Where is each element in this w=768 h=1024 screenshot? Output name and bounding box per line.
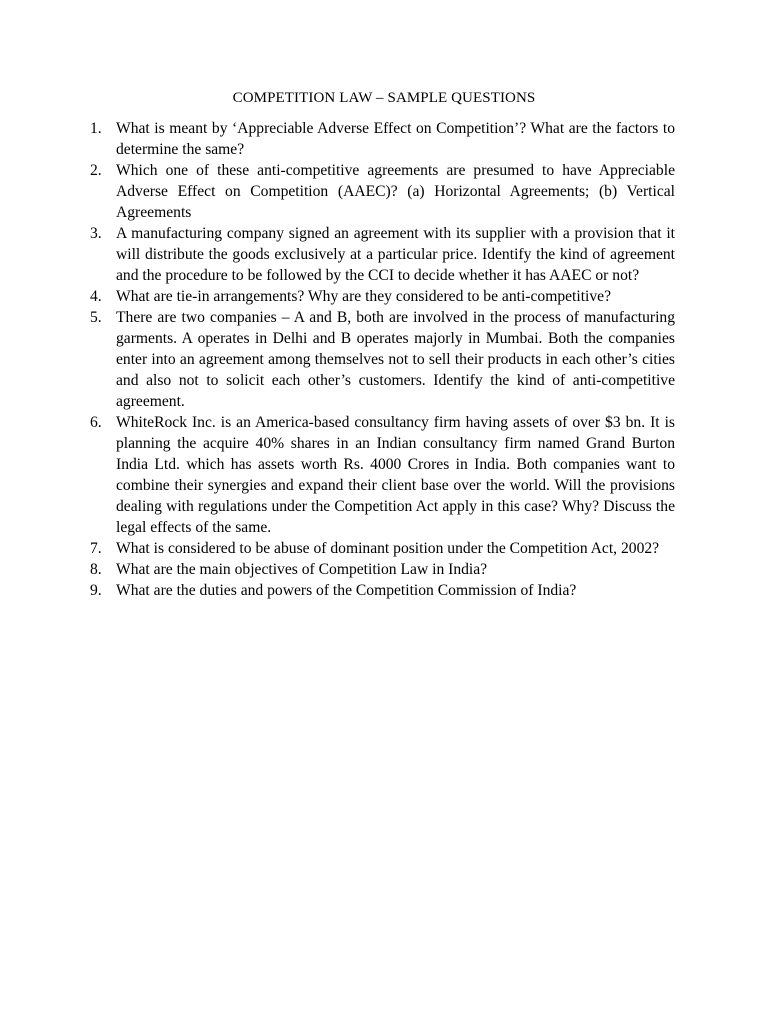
question-number: 3. [90, 225, 102, 242]
question-number: 1. [90, 120, 102, 137]
question-item [90, 160, 675, 223]
question-text: A manufacturing company signed an agreement with its supplier with a provision that it will distribute the goods exclusively at a particular price. Identify the kind of agreement and the procedure to be followed by the CCI to decide whether it has AAEC or not? [116, 225, 675, 284]
question-list [90, 118, 675, 601]
question-text: What is meant by ‘Appreciable Adverse Effect on Competition’? What are the factors to determine the same? [116, 120, 675, 158]
question-number: 4. [90, 288, 102, 305]
page-title: COMPETITION LAW – SAMPLE QUESTIONS [232, 90, 536, 106]
question-item [90, 118, 675, 160]
question-item [90, 307, 675, 412]
question-item [90, 223, 675, 286]
question-text: WhiteRock Inc. is an America-based consultancy firm having assets of over $3 bn. It is planning the acquire 40% shares in an Indian consultancy firm named Grand Burton India Ltd. which has assets worth Rs. 4000 Crores in India. Both companies want to combine their synergies and expand their client base over the world. Will the provisions dealing with regulations under the Competition Act apply in this case? Why? Discuss the legal effects of the same. [116, 414, 675, 536]
question-number: 2. [90, 162, 102, 179]
question-item [90, 580, 675, 601]
question-item [90, 538, 675, 559]
question-text: Which one of these anti-competitive agreements are presumed to have Appreciable Adverse Effect on Competition (AAEC)? (a) Horizontal Agreements; (b) Vertical Agreements [116, 162, 675, 221]
question-item [90, 412, 675, 538]
question-item [90, 559, 675, 580]
question-text: What are the main objectives of Competition Law in India? [116, 561, 488, 578]
question-number: 7. [90, 540, 102, 557]
question-text: What is considered to be abuse of dominant position under the Competition Act, 2002? [116, 540, 660, 557]
question-number: 9. [90, 582, 102, 599]
question-text: What are the duties and powers of the Competition Commission of India? [116, 582, 577, 599]
question-text: There are two companies – A and B, both are involved in the process of manufacturing garments. A operates in Delhi and B operates majorly in Mumbai. Both the companies enter into an agreement among themselves not to sell their products in each other’s cities and also not to solicit each other’s customers. Identify the kind of anti-competitive agreement. [116, 309, 675, 410]
question-text: What are tie-in arrangements? Why are they considered to be anti-competitive? [116, 288, 612, 305]
question-number: 5. [90, 309, 102, 326]
question-number: 8. [90, 561, 102, 578]
question-number: 6. [90, 414, 102, 431]
question-item [90, 286, 675, 307]
